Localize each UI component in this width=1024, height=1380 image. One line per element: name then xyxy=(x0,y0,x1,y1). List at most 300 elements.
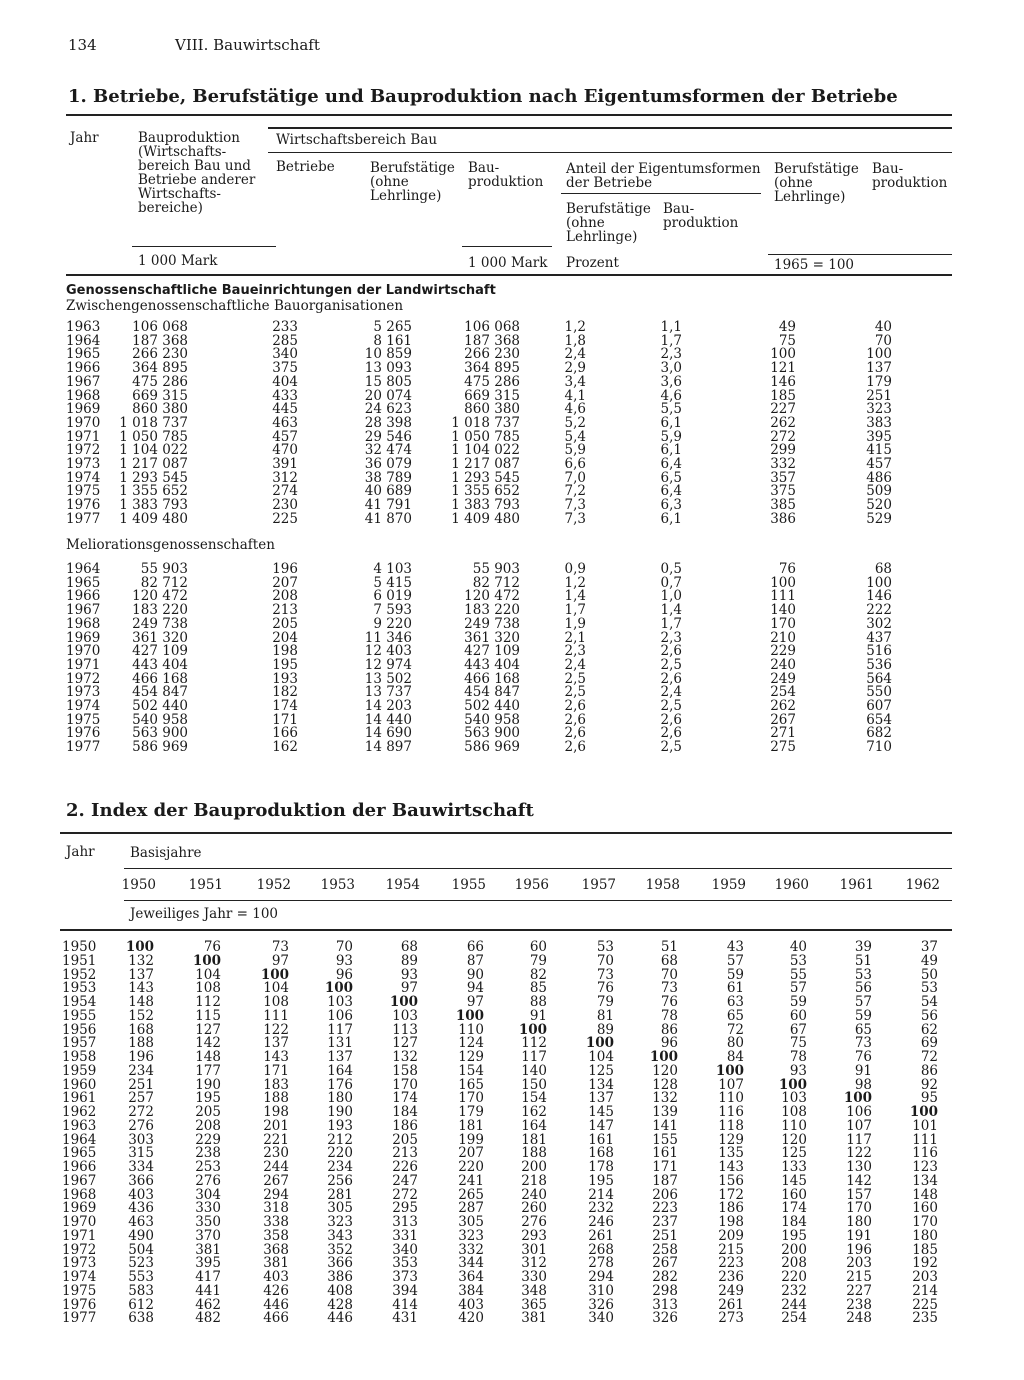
year-cell: 1968 xyxy=(62,1186,97,1203)
index-cell: 303 xyxy=(128,1131,154,1148)
value-cell: 272 xyxy=(770,428,796,445)
index-cell: 344 xyxy=(458,1255,484,1272)
table-row xyxy=(0,603,1024,617)
index-cell: 112 xyxy=(195,994,221,1010)
index-cell: 125 xyxy=(588,1062,614,1079)
index-cell: 60 xyxy=(529,939,547,955)
index-cell: 75 xyxy=(789,1035,807,1052)
index-cell: 62 xyxy=(920,1021,938,1038)
year-cell: 1976 xyxy=(62,1296,97,1313)
index-cell: 212 xyxy=(327,1131,353,1148)
index-cell: 54 xyxy=(920,994,938,1010)
index-cell: 358 xyxy=(263,1227,289,1244)
value-cell: 100 xyxy=(770,346,796,363)
index-cell: 215 xyxy=(846,1269,872,1285)
index-cell: 50 xyxy=(920,966,938,983)
value-cell: 4,6 xyxy=(564,401,586,418)
table-row xyxy=(0,512,1024,526)
index-cell: 82 xyxy=(529,966,547,983)
base-year-header: 1956 xyxy=(514,877,549,893)
index-cell: 193 xyxy=(327,1117,353,1134)
value-cell: 1 383 793 xyxy=(451,497,520,514)
index-cell: 221 xyxy=(263,1131,289,1148)
table-row xyxy=(0,1284,1024,1298)
value-cell: 1 050 785 xyxy=(451,428,520,445)
index-cell: 95 xyxy=(920,1090,938,1107)
value-cell: 249 738 xyxy=(464,615,520,632)
index-cell: 205 xyxy=(195,1104,221,1120)
index-cell: 160 xyxy=(781,1186,807,1203)
index-cell: 100 xyxy=(192,952,221,969)
index-cell: 523 xyxy=(128,1255,154,1272)
year-cell: 1977 xyxy=(66,510,101,527)
year-cell: 1955 xyxy=(62,1007,97,1024)
index-cell: 190 xyxy=(195,1076,221,1093)
value-cell: 1,7 xyxy=(660,615,682,632)
table-row xyxy=(0,1064,1024,1078)
index-cell: 241 xyxy=(458,1172,484,1189)
index-cell: 332 xyxy=(458,1241,484,1258)
index-cell: 168 xyxy=(128,1021,154,1038)
index-cell: 254 xyxy=(781,1310,807,1327)
table1-top-rule xyxy=(66,114,952,116)
value-cell: 475 286 xyxy=(132,373,188,390)
table-row xyxy=(0,940,1024,954)
index-cell: 37 xyxy=(920,939,938,955)
index-cell: 294 xyxy=(588,1269,614,1285)
index-cell: 122 xyxy=(846,1145,872,1162)
value-cell: 2,9 xyxy=(564,360,586,377)
index-cell: 158 xyxy=(392,1062,418,1079)
year-cell: 1964 xyxy=(66,332,101,349)
header-line: Wirtschafts- xyxy=(138,186,221,202)
value-cell: 2,5 xyxy=(660,656,682,673)
index-cell: 111 xyxy=(912,1131,938,1148)
value-cell: 267 xyxy=(770,711,796,728)
index-cell: 142 xyxy=(846,1172,872,1189)
year-cell: 1965 xyxy=(62,1145,97,1162)
index-cell: 312 xyxy=(521,1255,547,1272)
index-cell: 100 xyxy=(324,980,353,997)
index-cell: 116 xyxy=(912,1145,938,1162)
index-cell: 73 xyxy=(596,966,614,983)
index-cell: 213 xyxy=(392,1145,418,1162)
value-cell: 4,6 xyxy=(660,387,682,404)
index-cell: 123 xyxy=(912,1159,938,1175)
index-cell: 403 xyxy=(263,1269,289,1285)
index-cell: 110 xyxy=(781,1117,807,1134)
value-cell: 6,6 xyxy=(564,456,586,472)
index-cell: 100 xyxy=(518,1021,547,1038)
index-cell: 106 xyxy=(846,1104,872,1120)
index-cell: 168 xyxy=(588,1145,614,1162)
index-cell: 148 xyxy=(195,1049,221,1065)
index-cell: 368 xyxy=(263,1241,289,1258)
value-cell: 2,6 xyxy=(660,725,682,742)
index-cell: 78 xyxy=(789,1049,807,1065)
index-cell: 196 xyxy=(846,1241,872,1258)
index-cell: 326 xyxy=(588,1296,614,1313)
value-cell: 364 895 xyxy=(464,360,520,377)
index-cell: 56 xyxy=(854,980,872,997)
index-cell: 366 xyxy=(128,1172,154,1189)
index-cell: 207 xyxy=(458,1145,484,1162)
index-cell: 248 xyxy=(846,1310,872,1327)
value-cell: 55 903 xyxy=(140,561,188,577)
value-cell: 1 217 087 xyxy=(451,456,520,472)
value-cell: 710 xyxy=(866,739,892,756)
index-cell: 70 xyxy=(335,939,353,955)
value-cell: 15 805 xyxy=(364,373,412,390)
index-cell: 84 xyxy=(726,1049,744,1065)
header-line: (Wirtschafts- xyxy=(138,144,227,160)
index-cell: 116 xyxy=(718,1104,744,1120)
index-cell: 428 xyxy=(327,1296,353,1313)
index-cell: 57 xyxy=(854,994,872,1010)
value-cell: 198 xyxy=(272,643,298,660)
index-cell: 366 xyxy=(327,1255,353,1272)
header-line: bereich Bau und xyxy=(138,158,251,174)
value-cell: 1,4 xyxy=(564,588,586,605)
index-cell: 206 xyxy=(652,1186,678,1203)
index-cell: 370 xyxy=(195,1227,221,1244)
value-cell: 1 293 545 xyxy=(119,469,188,486)
unit-index: 1965 = 100 xyxy=(774,257,855,273)
index-cell: 203 xyxy=(912,1269,938,1285)
value-cell: 3,6 xyxy=(660,373,682,390)
value-cell: 1 355 652 xyxy=(119,483,188,500)
index-cell: 129 xyxy=(718,1131,744,1148)
index-cell: 143 xyxy=(718,1159,744,1175)
index-cell: 78 xyxy=(660,1007,678,1024)
rule-index xyxy=(768,254,952,255)
index-cell: 238 xyxy=(846,1296,872,1313)
value-cell: 1 018 737 xyxy=(451,414,520,431)
value-cell: 2,4 xyxy=(564,656,586,673)
index-cell: 180 xyxy=(912,1227,938,1244)
index-cell: 313 xyxy=(652,1296,678,1313)
index-cell: 66 xyxy=(466,939,484,955)
index-cell: 394 xyxy=(392,1282,418,1299)
index-cell: 110 xyxy=(458,1021,484,1038)
index-cell: 137 xyxy=(263,1035,289,1052)
value-cell: 100 xyxy=(866,346,892,363)
index-cell: 313 xyxy=(392,1214,418,1230)
index-cell: 223 xyxy=(652,1200,678,1217)
index-cell: 234 xyxy=(128,1062,154,1079)
index-cell: 278 xyxy=(588,1255,614,1272)
value-cell: 1 217 087 xyxy=(119,456,188,472)
value-cell: 2,6 xyxy=(564,739,586,756)
value-cell: 195 xyxy=(272,656,298,673)
year-cell: 1970 xyxy=(66,414,101,431)
table-row xyxy=(0,1105,1024,1119)
index-cell: 51 xyxy=(854,952,872,969)
value-cell: 14 897 xyxy=(364,739,412,756)
value-cell: 2,5 xyxy=(564,670,586,687)
index-cell: 463 xyxy=(128,1214,154,1230)
value-cell: 106 068 xyxy=(132,319,188,335)
header-line: (ohne xyxy=(370,174,409,190)
value-cell: 70 xyxy=(874,332,892,349)
value-cell: 55 903 xyxy=(472,561,520,577)
index-cell: 100 xyxy=(778,1076,807,1093)
value-cell: 262 xyxy=(770,414,796,431)
index-cell: 73 xyxy=(660,980,678,997)
year-cell: 1974 xyxy=(66,469,101,486)
header-index-berufstaetige xyxy=(774,162,859,204)
index-cell: 174 xyxy=(781,1200,807,1217)
year-cell: 1952 xyxy=(62,966,97,983)
year-cell: 1964 xyxy=(66,561,101,577)
index-cell: 251 xyxy=(128,1076,154,1093)
index-cell: 108 xyxy=(781,1104,807,1120)
header2-jeweiliges: Jeweiliges Jahr = 100 xyxy=(130,906,279,922)
value-cell: 516 xyxy=(866,643,892,660)
value-cell: 179 xyxy=(866,373,892,390)
header-index-bauproduktion xyxy=(872,162,947,190)
header-line: (ohne xyxy=(774,175,813,191)
index-cell: 132 xyxy=(128,952,154,969)
value-cell: 502 440 xyxy=(464,698,520,714)
index-cell: 220 xyxy=(327,1145,353,1162)
index-cell: 230 xyxy=(263,1145,289,1162)
unit-mark-1: 1 000 Mark xyxy=(138,253,218,269)
index-cell: 373 xyxy=(392,1269,418,1285)
table-row xyxy=(0,1174,1024,1188)
value-cell: 5 265 xyxy=(373,319,412,335)
year-cell: 1966 xyxy=(62,1159,97,1175)
header-anteil-bauproduktion xyxy=(663,202,738,230)
header-line: Lehrlinge) xyxy=(370,188,442,204)
year-cell: 1971 xyxy=(66,428,101,445)
index-cell: 88 xyxy=(529,994,547,1010)
value-cell: 8 161 xyxy=(373,332,412,349)
value-cell: 415 xyxy=(866,442,892,459)
header-line: produktion xyxy=(468,174,544,190)
index-cell: 76 xyxy=(854,1049,872,1065)
index-cell: 227 xyxy=(846,1282,872,1299)
value-cell: 137 xyxy=(866,360,892,377)
value-cell: 457 xyxy=(272,428,298,445)
header-line: Berufstätige xyxy=(370,160,455,176)
index-cell: 257 xyxy=(128,1090,154,1107)
table1-title: 1. Betriebe, Berufstätige und Bauproduktion nach Eigentumsformen der Betriebe xyxy=(68,86,898,107)
index-cell: 343 xyxy=(327,1227,353,1244)
index-cell: 261 xyxy=(718,1296,744,1313)
table-row xyxy=(0,375,1024,389)
index-cell: 39 xyxy=(854,939,872,955)
value-cell: 529 xyxy=(866,510,892,527)
value-cell: 13 502 xyxy=(364,670,412,687)
value-cell: 230 xyxy=(272,497,298,514)
index-cell: 40 xyxy=(789,939,807,955)
index-cell: 381 xyxy=(195,1241,221,1258)
value-cell: 100 xyxy=(770,574,796,591)
base-year-header: 1952 xyxy=(256,877,291,893)
year-cell: 1969 xyxy=(66,401,101,418)
value-cell: 9 220 xyxy=(373,615,412,632)
index-cell: 184 xyxy=(781,1214,807,1230)
value-cell: 4,1 xyxy=(564,387,586,404)
value-cell: 1 355 652 xyxy=(451,483,520,500)
base-year-header: 1960 xyxy=(774,877,809,893)
value-cell: 540 958 xyxy=(132,711,188,728)
index-cell: 125 xyxy=(781,1145,807,1162)
index-cell: 244 xyxy=(781,1296,807,1313)
value-cell: 361 320 xyxy=(464,629,520,646)
value-cell: 5,9 xyxy=(660,428,682,445)
value-cell: 285 xyxy=(272,332,298,349)
index-cell: 203 xyxy=(846,1255,872,1272)
year-cell: 1971 xyxy=(66,656,101,673)
value-cell: 457 xyxy=(866,456,892,472)
index-cell: 265 xyxy=(458,1186,484,1203)
value-cell: 233 xyxy=(272,319,298,335)
index-cell: 94 xyxy=(466,980,484,997)
value-cell: 1,7 xyxy=(564,602,586,619)
value-cell: 2,6 xyxy=(564,725,586,742)
value-cell: 254 xyxy=(770,684,796,701)
value-cell: 536 xyxy=(866,656,892,673)
value-cell: 40 xyxy=(874,319,892,335)
index-cell: 340 xyxy=(588,1310,614,1327)
header-line: Bau- xyxy=(872,161,904,177)
index-cell: 96 xyxy=(660,1035,678,1052)
value-cell: 213 xyxy=(272,602,298,619)
value-cell: 654 xyxy=(866,711,892,728)
value-cell: 1 409 480 xyxy=(119,510,188,527)
index-cell: 103 xyxy=(392,1007,418,1024)
index-cell: 315 xyxy=(128,1145,154,1162)
index-cell: 110 xyxy=(718,1090,744,1107)
index-cell: 61 xyxy=(726,980,744,997)
index-cell: 134 xyxy=(588,1076,614,1093)
index-cell: 104 xyxy=(195,966,221,983)
index-cell: 86 xyxy=(660,1021,678,1038)
index-cell: 117 xyxy=(327,1021,353,1038)
index-cell: 176 xyxy=(327,1076,353,1093)
index-cell: 115 xyxy=(195,1007,221,1024)
value-cell: 427 109 xyxy=(464,643,520,660)
index-cell: 348 xyxy=(521,1282,547,1299)
index-cell: 504 xyxy=(128,1241,154,1258)
index-cell: 190 xyxy=(327,1104,353,1120)
year-cell: 1967 xyxy=(66,373,101,390)
year-cell: 1975 xyxy=(66,711,101,728)
base-year-header: 1958 xyxy=(645,877,680,893)
value-cell: 502 440 xyxy=(132,698,188,714)
value-cell: 2,3 xyxy=(564,643,586,660)
year-cell: 1969 xyxy=(62,1200,97,1217)
index-cell: 330 xyxy=(195,1200,221,1217)
value-cell: 210 xyxy=(770,629,796,646)
index-cell: 188 xyxy=(128,1035,154,1052)
index-cell: 165 xyxy=(458,1076,484,1093)
value-cell: 240 xyxy=(770,656,796,673)
value-cell: 586 969 xyxy=(132,739,188,756)
index-cell: 89 xyxy=(596,1021,614,1038)
index-cell: 86 xyxy=(920,1062,938,1079)
index-cell: 174 xyxy=(392,1090,418,1107)
index-cell: 101 xyxy=(912,1117,938,1134)
index-cell: 295 xyxy=(392,1200,418,1217)
index-cell: 100 xyxy=(455,1007,484,1024)
header-line: der Betriebe xyxy=(566,175,653,191)
value-cell: 454 847 xyxy=(132,684,188,701)
base-year-header: 1951 xyxy=(188,877,223,893)
value-cell: 5,5 xyxy=(660,401,682,418)
index-cell: 107 xyxy=(718,1076,744,1093)
index-cell: 53 xyxy=(596,939,614,955)
rule-wirtschaftsbereich xyxy=(268,127,952,129)
value-cell: 1,2 xyxy=(564,319,586,335)
index-cell: 318 xyxy=(263,1200,289,1217)
year-cell: 1958 xyxy=(62,1049,97,1065)
base-year-header: 1959 xyxy=(711,877,746,893)
year-cell: 1962 xyxy=(62,1104,97,1120)
base-year-header: 1962 xyxy=(905,877,940,893)
index-cell: 57 xyxy=(789,980,807,997)
year-cell: 1963 xyxy=(62,1117,97,1134)
value-cell: 6,4 xyxy=(660,483,682,500)
value-cell: 229 xyxy=(770,643,796,660)
value-cell: 40 689 xyxy=(364,483,412,500)
value-cell: 171 xyxy=(272,711,298,728)
value-cell: 1,0 xyxy=(660,588,682,605)
index-cell: 426 xyxy=(263,1282,289,1299)
index-cell: 192 xyxy=(912,1255,938,1272)
value-cell: 463 xyxy=(272,414,298,431)
value-cell: 14 440 xyxy=(364,711,412,728)
base-year-header: 1961 xyxy=(839,877,874,893)
index-cell: 164 xyxy=(521,1117,547,1134)
value-cell: 443 404 xyxy=(132,656,188,673)
value-cell: 183 220 xyxy=(132,602,188,619)
index-cell: 148 xyxy=(912,1186,938,1203)
rule-basisjahre xyxy=(124,868,952,869)
value-cell: 120 472 xyxy=(464,588,520,605)
index-cell: 441 xyxy=(195,1282,221,1299)
index-cell: 59 xyxy=(789,994,807,1010)
year-cell: 1972 xyxy=(62,1241,97,1258)
index-cell: 583 xyxy=(128,1282,154,1299)
index-cell: 72 xyxy=(920,1049,938,1065)
index-cell: 89 xyxy=(400,952,418,969)
index-cell: 272 xyxy=(128,1104,154,1120)
year-cell: 1976 xyxy=(66,497,101,514)
value-cell: 520 xyxy=(866,497,892,514)
index-cell: 70 xyxy=(596,952,614,969)
header-line: Bau- xyxy=(468,160,500,176)
index-cell: 446 xyxy=(263,1296,289,1313)
index-cell: 235 xyxy=(912,1310,938,1327)
index-cell: 157 xyxy=(846,1186,872,1203)
index-cell: 417 xyxy=(195,1269,221,1285)
index-cell: 132 xyxy=(392,1049,418,1065)
index-cell: 122 xyxy=(263,1021,289,1038)
table2-header-bottom-rule xyxy=(60,929,952,931)
index-cell: 92 xyxy=(920,1076,938,1093)
header2-basisjahre: Basisjahre xyxy=(130,845,202,861)
value-cell: 7,3 xyxy=(564,510,586,527)
index-cell: 147 xyxy=(588,1117,614,1134)
value-cell: 1 104 022 xyxy=(119,442,188,459)
value-cell: 14 203 xyxy=(364,698,412,714)
value-cell: 187 368 xyxy=(132,332,188,349)
index-cell: 56 xyxy=(920,1007,938,1024)
value-cell: 509 xyxy=(866,483,892,500)
